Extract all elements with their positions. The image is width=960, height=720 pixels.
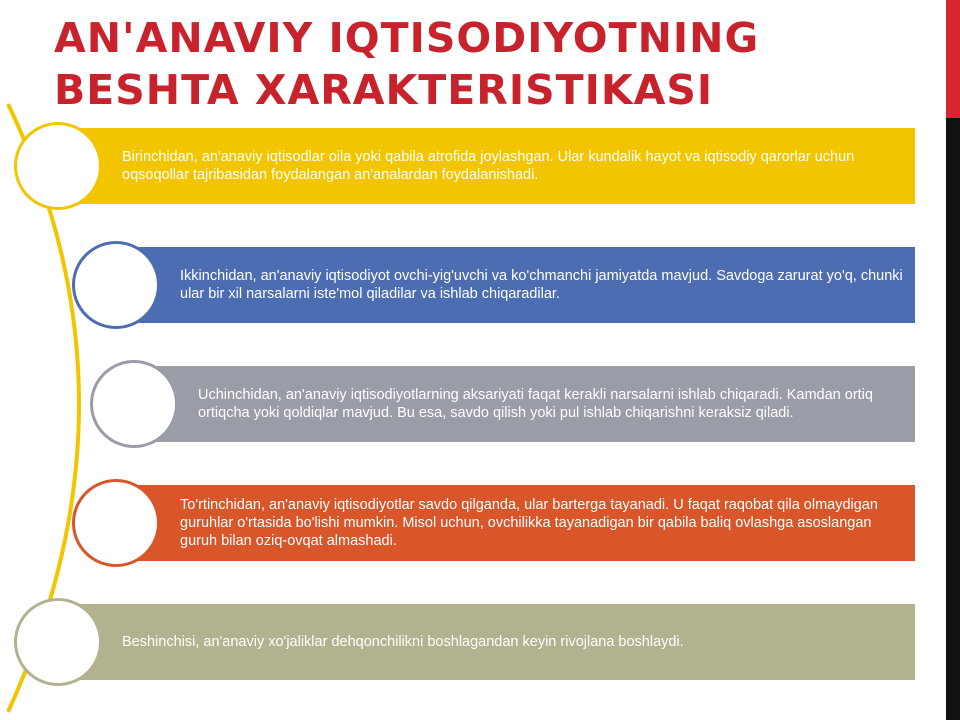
item-band-3 bbox=[134, 366, 915, 442]
item-band-1 bbox=[58, 128, 915, 204]
slide-title-line-2: BESHTA XARAKTERISTIKASI bbox=[54, 66, 714, 114]
item-text-1: Birinchidan, an'anaviy iqtisodlar oila yoki qabila atrofida joylashgan. Ular kundalik hayot va iqtisodiy qarorlar uchun oqsoqollar tajribasidan foydalangan an'analardan foydalanishadi. bbox=[122, 149, 855, 183]
item-text-3: Uchinchidan, an'anaviy iqtisodiyotlarning aksariyati faqat kerakli narsalarni ishlab chiqaradi. Kamdan ortiq ortiqcha yoki qoldiqlar mavjud. Bu esa, savdo qilish yoki pul ishlab chiqarishni keraksiz qiladi. bbox=[198, 387, 873, 421]
item-text-2: Ikkinchidan, an'anaviy iqtisodiyot ovchi-yig'uvchi va ko'chmanchi jamiyatda mavjud. Savdoga zarurat yo'q, chunki ular bir xil narsalarni iste'mol qiladilar va ishlab chiqaradilar. bbox=[180, 268, 903, 302]
item-circle-1 bbox=[14, 122, 102, 210]
item-band-5 bbox=[58, 604, 915, 680]
item-circle-5 bbox=[14, 598, 102, 686]
item-circle-2 bbox=[72, 241, 160, 329]
item-circle-4 bbox=[72, 479, 160, 567]
right-edge-accent bbox=[946, 0, 960, 118]
item-circle-3 bbox=[90, 360, 178, 448]
item-text-4: To'rtinchidan, an'anaviy iqtisodiyotlar savdo qilganda, ular barterga tayanadi. U faqat raqobat qila olmaydigan guruhlar o'rtasida bo'lishi mumkin. Misol uchun, ovchilikka tayanadigan bir qabila baliq ovlashga asoslangan guruh bilan oziq-ovqat almashadi. bbox=[180, 497, 878, 549]
slide-title bbox=[54, 12, 894, 116]
slide-title-line-1: AN'ANAVIY IQTISODIYOTNING bbox=[54, 14, 760, 62]
item-band-2 bbox=[116, 247, 915, 323]
item-text-5: Beshinchisi, an'anaviy xo'jaliklar dehqonchilikni boshlagandan keyin rivojlana boshlaydi. bbox=[122, 634, 684, 650]
item-band-4 bbox=[116, 485, 915, 561]
